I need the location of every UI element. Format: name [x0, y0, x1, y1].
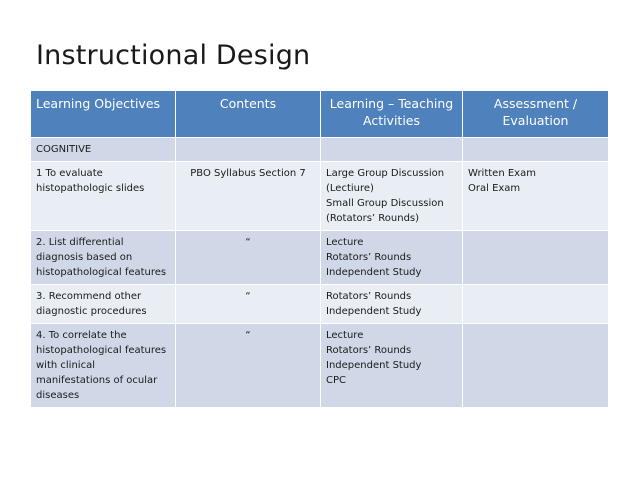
table-row	[31, 285, 609, 324]
activity-line: Independent Study	[326, 360, 422, 371]
activity-line: Independent Study	[326, 267, 422, 278]
assessment-cell	[463, 285, 609, 324]
table-row	[31, 324, 609, 408]
assessment-cell	[463, 324, 609, 408]
objective-cell: 3. Recommend other diagnostic procedures	[31, 285, 176, 324]
activities-cell	[321, 285, 463, 324]
section-row-cognitive	[31, 138, 609, 162]
header-contents: Contents	[176, 91, 321, 138]
empty-cell	[463, 138, 609, 162]
empty-cell	[176, 138, 321, 162]
activity-line: Rotators’ Rounds	[326, 291, 412, 302]
activities-cell	[321, 231, 463, 285]
activity-line: Rotators’ Rounds	[326, 252, 412, 263]
empty-cell	[321, 138, 463, 162]
table-row	[31, 231, 609, 285]
objective-cell: 2. List differential diagnosis based on histopathological features	[31, 231, 176, 285]
objective-cell: 1 To evaluate histopathologic slides	[31, 162, 176, 231]
assessment-cell	[463, 162, 609, 231]
activities-cell	[321, 162, 463, 231]
content-cell: PBO Syllabus Section 7	[176, 162, 321, 231]
objective-cell: 4. To correlate the histopathological features with clinical manifestations of ocular diseases	[31, 324, 176, 408]
activity-line: Independent Study	[326, 306, 422, 317]
instructional-design-table	[30, 90, 609, 408]
activity-line: Lecture	[326, 237, 364, 248]
table-header-row	[31, 91, 609, 138]
assessment-line: Written Exam	[468, 168, 536, 179]
assessment-cell	[463, 231, 609, 285]
activity-line: Large Group Discussion	[326, 168, 445, 179]
activities-cell	[321, 324, 463, 408]
activity-line: Lecture	[326, 330, 364, 341]
header-assessment-evaluation: Assessment / Evaluation	[463, 91, 609, 138]
activity-line: Rotators’ Rounds	[326, 345, 412, 356]
activity-line: CPC	[326, 375, 346, 386]
activity-line: Small Group Discussion	[326, 198, 444, 209]
header-learning-objectives: Learning Objectives	[31, 91, 176, 138]
assessment-line: Oral Exam	[468, 183, 521, 194]
content-cell: “	[176, 324, 321, 408]
page-title: Instructional Design	[36, 40, 311, 71]
activity-line: (Rotators’ Rounds)	[326, 213, 420, 224]
section-label: COGNITIVE	[31, 138, 176, 162]
table-row	[31, 162, 609, 231]
content-cell: “	[176, 231, 321, 285]
content-cell: “	[176, 285, 321, 324]
header-learning-teaching-activities: Learning – Teaching Activities	[321, 91, 463, 138]
activity-line: (Lectiure)	[326, 183, 374, 194]
